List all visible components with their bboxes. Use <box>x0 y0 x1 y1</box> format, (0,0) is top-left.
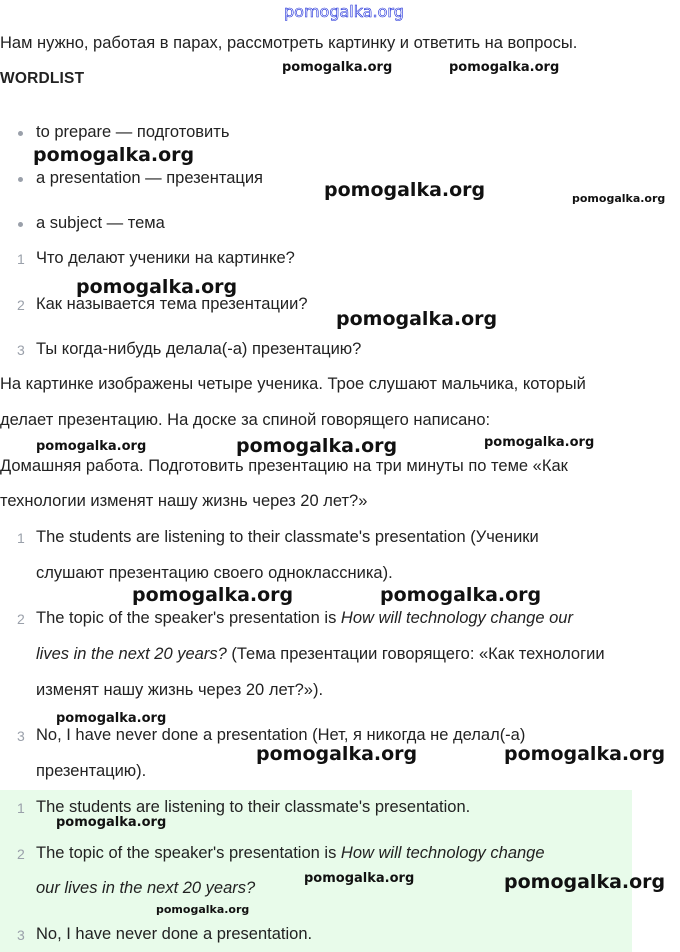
final-answer-item: The students are listening to their classmate's presentation. <box>36 798 471 816</box>
question-number: 1 <box>17 251 25 267</box>
watermark: pomogalka.org <box>282 60 393 75</box>
answer-text: The topic of the speaker's presentation is <box>36 609 341 627</box>
question-item: Ты когда-нибудь делала(-а) презентацию? <box>36 340 362 358</box>
watermark: pomogalka.org <box>36 439 147 454</box>
watermark-top: pomogalka.org <box>284 2 404 21</box>
question-item: Как называется тема презентации? <box>36 295 308 313</box>
watermark: pomogalka.org <box>304 871 415 886</box>
answer-line: The students are listening to their classmate's presentation (Ученики <box>36 528 539 546</box>
watermark: pomogalka.org <box>504 871 666 893</box>
watermark: pomogalka.org <box>449 60 560 75</box>
question-number: 3 <box>17 342 25 358</box>
watermark: pomogalka.org <box>56 815 167 830</box>
description-line: Домашняя работа. Подготовить презентацию на три минуты по теме «Как <box>0 457 568 475</box>
final-answer-topic: How will technology change <box>340 844 545 862</box>
bullet-icon <box>18 131 23 136</box>
bullet-icon <box>18 222 23 227</box>
watermark: pomogalka.org <box>484 435 595 450</box>
bullet-icon <box>18 177 23 182</box>
answer-text: (Тема презентации говорящего: «Как технологии <box>226 645 605 663</box>
watermark: pomogalka.org <box>33 144 195 166</box>
answer-number: 3 <box>17 728 25 744</box>
watermark: pomogalka.org <box>504 743 666 765</box>
watermark: pomogalka.org <box>236 435 398 457</box>
wordlist-item: to prepare — подготовить <box>36 123 230 141</box>
answer-number: 2 <box>17 611 25 627</box>
answer-topic: How will technology change our <box>340 609 573 627</box>
answer-number: 1 <box>17 530 25 546</box>
question-item: Что делают ученики на картинке? <box>36 249 295 267</box>
answer-line: слушают презентацию своего одноклассника). <box>36 564 393 582</box>
question-number: 2 <box>17 297 25 313</box>
watermark: pomogalka.org <box>156 903 250 916</box>
final-answer-number: 1 <box>17 800 25 816</box>
watermark: pomogalka.org <box>572 192 666 205</box>
final-answer-text: The topic of the speaker's presentation is <box>36 844 341 862</box>
final-answer-number: 3 <box>17 927 25 943</box>
wordlist-item: a presentation — презентация <box>36 169 263 187</box>
watermark: pomogalka.org <box>132 584 294 606</box>
answer-line: презентацию). <box>36 762 147 780</box>
final-answer-topic: our lives in the next 20 years? <box>36 879 256 897</box>
wordlist-heading: WORDLIST <box>0 70 85 87</box>
watermark: pomogalka.org <box>324 179 486 201</box>
answer-line: изменят нашу жизнь через 20 лет?»). <box>36 681 324 699</box>
watermark: pomogalka.org <box>56 711 167 726</box>
answer-line <box>36 609 573 628</box>
answer-topic: lives in the next 20 years? <box>36 645 227 663</box>
watermark: pomogalka.org <box>76 276 238 298</box>
answer-line <box>36 645 605 664</box>
final-answer-number: 2 <box>17 846 25 862</box>
final-answer-item <box>36 844 545 863</box>
final-answer-item: No, I have never done a presentation. <box>36 925 313 943</box>
wordlist-item: a subject — тема <box>36 214 165 232</box>
answer-line: No, I have never done a presentation (Нет, я никогда не делал(-а) <box>36 726 526 744</box>
watermark: pomogalka.org <box>336 308 498 330</box>
intro-text: Нам нужно, работая в парах, рассмотреть картинку и ответить на вопросы. <box>0 34 578 52</box>
description-line: На картинке изображены четыре ученика. Трое слушают мальчика, который <box>0 375 586 393</box>
watermark: pomogalka.org <box>256 743 418 765</box>
description-line: делает презентацию. На доске за спиной говорящего написано: <box>0 411 491 429</box>
watermark: pomogalka.org <box>380 584 542 606</box>
description-line: технологии изменят нашу жизнь через 20 лет?» <box>0 492 368 510</box>
